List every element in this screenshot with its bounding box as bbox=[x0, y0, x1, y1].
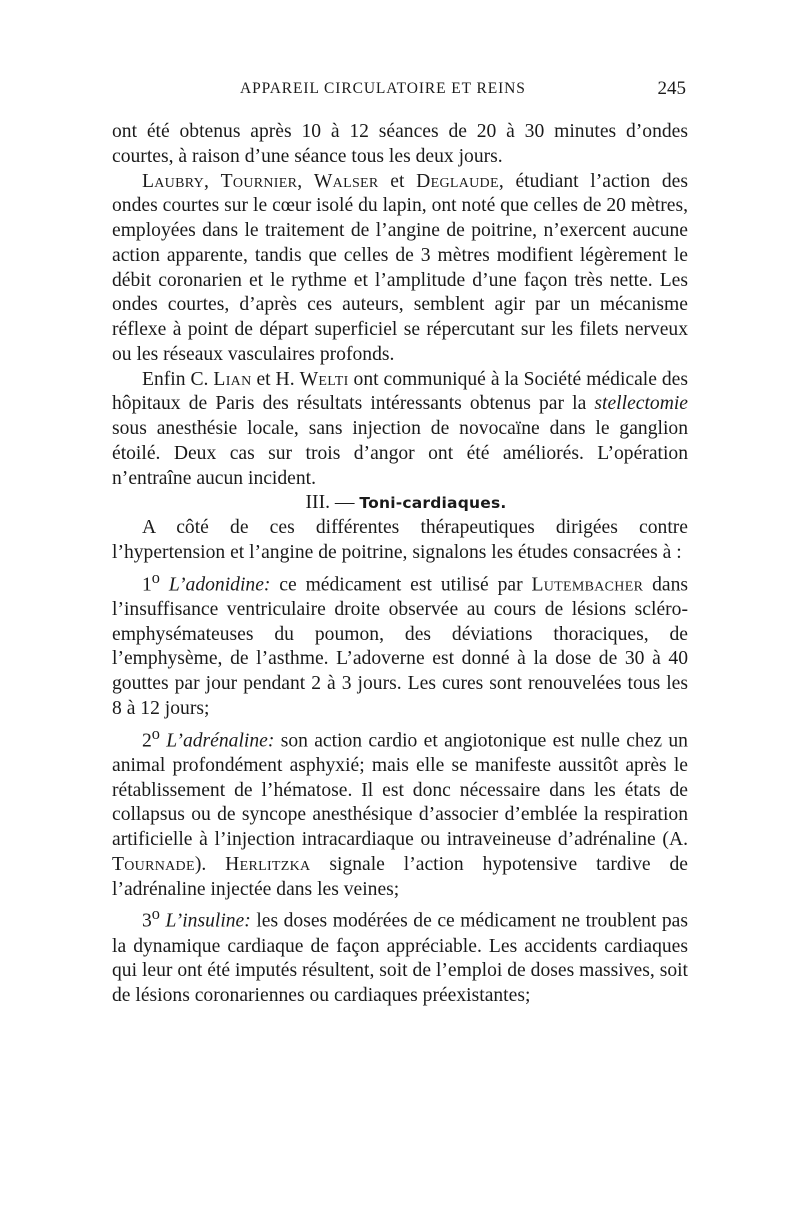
paragraph-text: Enfin C. bbox=[142, 368, 214, 390]
italic-term: stellectomie bbox=[594, 393, 688, 415]
paragraph-text: A côté de ces différentes thérapeutiques dirigées contre l’hypertension et l’angine de poitrine, signalons les études consacrées à : bbox=[112, 517, 688, 563]
paragraph-lian-welti bbox=[112, 368, 688, 492]
ordinal-marker: o bbox=[151, 904, 160, 924]
author-name: Tournade bbox=[112, 853, 195, 875]
author-name: Laubry bbox=[142, 170, 205, 192]
list-item-adrenaline bbox=[112, 722, 688, 903]
paragraph-text: dans l’insuffisance ventriculaire droite observée au cours de lésions scléro-emphysémateuses du poumon, des déviations thoraciques, de l’emphysème, de l’asthme. L’adoverne est donné à la dose de 30 à 40 gouttes par jour pendant 2 à 3 jours. Les cures sont renouvelées tous les 8 à 12 jours; bbox=[112, 574, 688, 719]
item-number: 2 bbox=[142, 730, 152, 752]
author-name: Welti bbox=[299, 368, 349, 390]
paragraph-intro bbox=[112, 516, 688, 566]
item-number: 3 bbox=[142, 910, 152, 932]
author-name: Walser bbox=[313, 170, 379, 192]
paragraph-text: son action cardio et angiotonique est nulle chez un animal profondément asphyxié; mais elle se manifeste aussitôt après le rétablissement de l’hématose. Il est donc nécessaire dans les états de collapsus ou de syncope anesthésique d’associer d’emblée la respiration artificielle à l’injection intracardiaque ou intraveineuse d’adrénaline (A. bbox=[112, 730, 688, 851]
author-name: Lutembacher bbox=[531, 574, 644, 596]
ordinal-marker: o bbox=[151, 723, 160, 743]
page-header bbox=[112, 78, 688, 104]
author-name: Tournier bbox=[220, 170, 298, 192]
item-number: 1 bbox=[142, 574, 152, 596]
separator-text: , bbox=[297, 170, 314, 192]
section-title: Toni-cardiaques. bbox=[359, 494, 507, 513]
drug-name: L’adonidine: bbox=[168, 574, 271, 596]
paragraph-text: les doses modérées de ce médicament ne troublent pas la dynamique cardiaque de façon appréciable. Les accidents cardiaques qui leur ont été imputés résultent, soit de l’emploi de doses massives, soit de lésions coronariennes ou cardiaques préexistantes; bbox=[112, 910, 688, 1007]
paragraph-text: et H. bbox=[251, 368, 300, 390]
page-number: 245 bbox=[657, 78, 686, 99]
paragraph-laubry bbox=[112, 170, 688, 368]
paragraph-text: ont communiqué à la Société médicale des hôpitaux de Paris des résultats intéressants obtenus par la bbox=[112, 368, 688, 415]
body-text bbox=[112, 120, 688, 1009]
section-dash: — bbox=[330, 492, 360, 514]
author-name: Herlitzka bbox=[225, 853, 311, 875]
drug-name: L’adrénaline: bbox=[166, 730, 275, 752]
paragraph-text: , étudiant l’action des ondes courtes sur le cœur isolé du lapin, ont noté que celles de 20 mètres, employées dans le traitement de l’angine de poitrine, n’exercent aucune action apparente, tandis que celles de 3 mètres modifient légèrement le débit coronarien et le rythme et l’amplitude d’une façon très nette. Les ondes courtes, d’après ces auteurs, semblent agir par un mécanisme réflexe à point de départ superficiel se répercutant sur les filets nerveux ou les réseaux vasculaires profonds. bbox=[112, 170, 689, 365]
paragraph-text: ce médicament est utilisé par bbox=[270, 574, 532, 596]
paragraph-text: ont été obtenus après 10 à 12 séances de 20 à 30 minutes d’ondes courtes, à raison d’une séance tous les deux jours. bbox=[112, 121, 688, 167]
author-name: Lian bbox=[213, 368, 252, 390]
paragraph-continuation bbox=[112, 120, 688, 170]
drug-name: L’insuline: bbox=[165, 910, 251, 932]
paragraph-text: signale l’action hypotensive tardive de l’adrénaline injectée dans les veines; bbox=[112, 853, 688, 900]
section-heading bbox=[112, 491, 688, 516]
running-title: APPAREIL CIRCULATOIRE ET REINS bbox=[240, 80, 526, 97]
separator-text: , bbox=[204, 170, 221, 192]
paragraph-text: ). bbox=[194, 853, 226, 875]
author-name: Deglaude bbox=[416, 170, 499, 192]
section-number: III. bbox=[305, 492, 331, 514]
list-item-insuline bbox=[112, 902, 688, 1009]
separator-text: et bbox=[378, 170, 417, 192]
paragraph-text: sous anesthésie locale, sans injection de novocaïne dans le ganglion étoilé. Deux cas sur trois d’angor ont été améliorés. L’opération n’entraîne aucun incident. bbox=[112, 418, 688, 489]
list-item-adonidine bbox=[112, 566, 688, 722]
ordinal-marker: o bbox=[151, 567, 160, 587]
